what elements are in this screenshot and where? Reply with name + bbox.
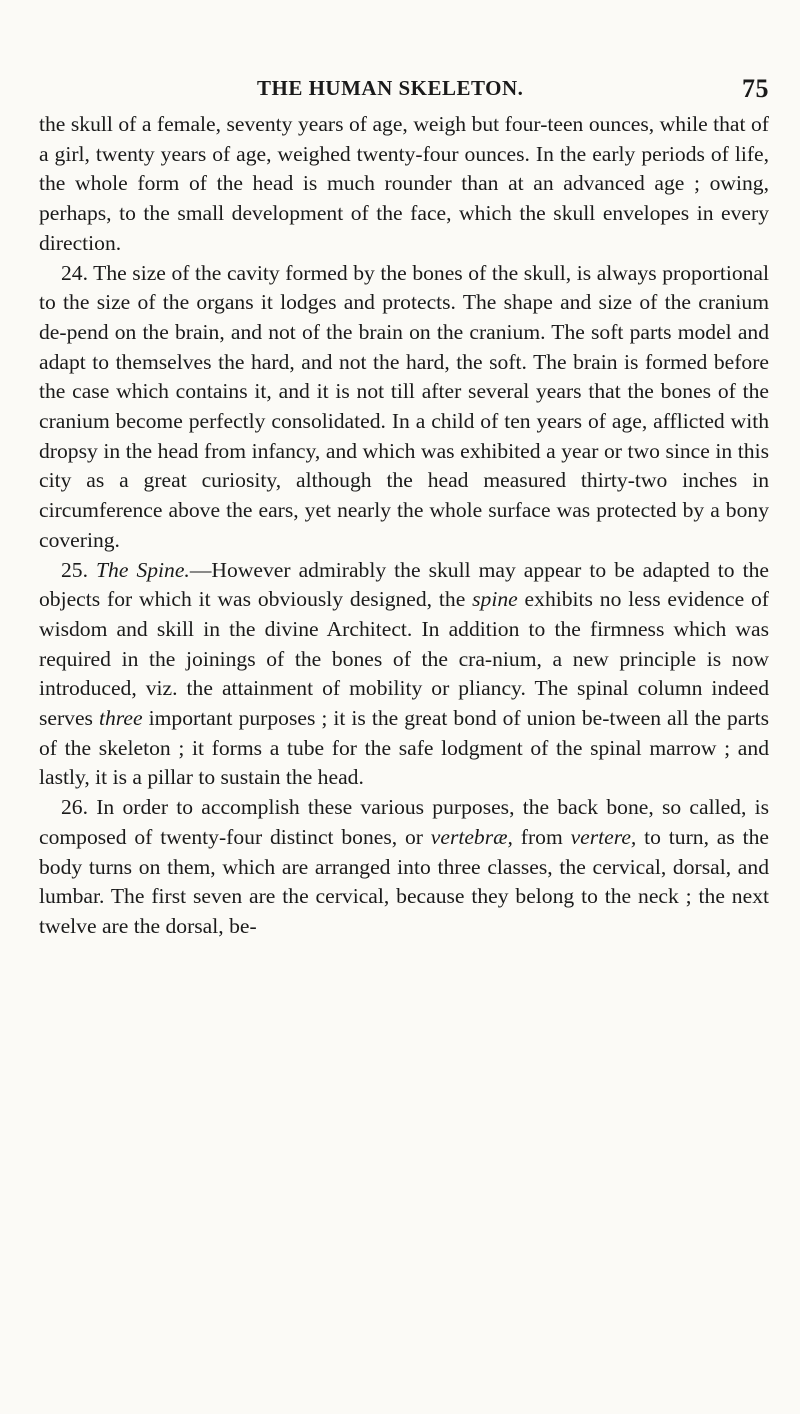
paragraph-26-text-c: to turn, as the body turns on them, which are arranged into three classes, the cervical, dorsal, and lumbar. The first seven are the cervical, because they belong to the neck ; the next twelve are the dorsal, be- — [39, 824, 769, 938]
paragraph-25-text-c: important purposes ; it is the great bond of union be-tween all the parts of the skeleton ; it forms a tube for the safe lodgment of the spinal marrow ; and lastly, it is a pillar to sustain the head. — [39, 706, 769, 790]
paragraph-26-text-a: 26. In order to accomplish these various purposes, the back bone, so called, is composed of twenty-four distinct bones, or — [39, 795, 769, 849]
book-page — [39, 74, 769, 942]
body-text — [39, 110, 769, 942]
section-number: 25. — [61, 557, 88, 582]
paragraph-26-text-b: from — [512, 824, 571, 849]
italic-vertere: vertere, — [570, 824, 637, 849]
running-title: THE HUMAN SKELETON. — [257, 76, 524, 100]
italic-three: three — [99, 706, 143, 731]
paragraph-25-text-a: —However admirably the skull may appear to be adapted to the objects for which it was obviously designed, the — [39, 557, 769, 612]
italic-spine: spine — [472, 587, 518, 612]
section-heading: The Spine. — [96, 557, 190, 582]
paragraph-25 — [39, 556, 769, 794]
paragraph-26 — [39, 793, 769, 942]
running-head — [39, 74, 769, 106]
page-number: 75 — [742, 74, 769, 103]
italic-vertebrae: vertebræ, — [430, 824, 513, 849]
paragraph-25-text-b: exhibits no less evidence of wisdom and skill in the divine Architect. In addition to the firmness which was required in the joinings of the bones of the cra-nium, a new principle is now introduced, viz. the attainment of mobility or pliancy. The spinal column indeed serves — [39, 587, 769, 731]
paragraph-continuation: the skull of a female, seventy years of age, weigh but four-teen ounces, while that of a girl, twenty years of age, weighed twenty-four ounces. In the early periods of life, the whole form of the head is much rounder than at an advanced age ; owing, perhaps, to the small development of the face, which the skull envelopes in every direction. — [39, 112, 769, 255]
paragraph-24: 24. The size of the cavity formed by the bones of the skull, is always proportional to the size of the organs it lodges and protects. The shape and size of the cranium de-pend on the brain, and not of the brain on the cranium. The soft parts model and adapt to themselves the hard, and not the hard, the soft. The brain is formed before the case which contains it, and it is not till after several years that the bones of the cranium become perfectly consolidated. In a child of ten years of age, afflicted with dropsy in the head from infancy, and which was exhibited a year or two since in this city as a great curiosity, although the head measured thirty-two inches in circumference above the ears, yet nearly the whole surface was protected by a bony covering. — [39, 260, 769, 552]
